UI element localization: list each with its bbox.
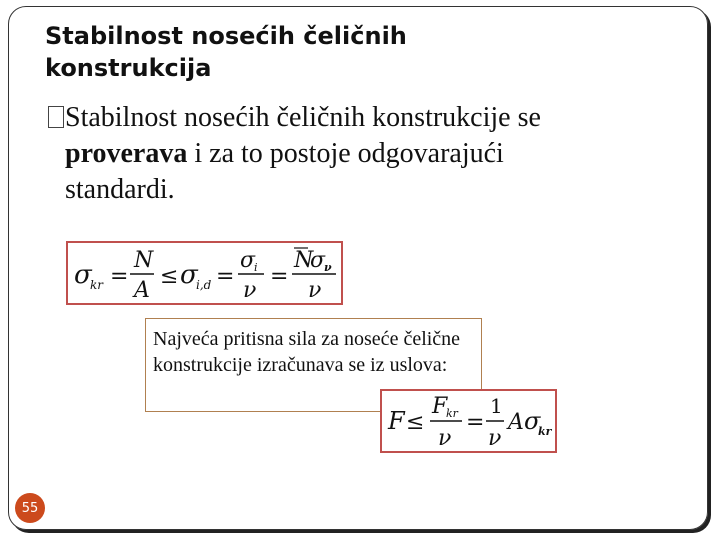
note-box: Najveća pritisna sila za noseće čelične konstrukcije izračunava se iz uslova: xyxy=(145,318,482,412)
square-bullet-icon xyxy=(48,106,64,128)
equation-max-compressive-force xyxy=(380,389,557,453)
equation-critical-stress xyxy=(66,241,343,305)
eq1-nu-1: ν xyxy=(243,278,257,303)
eq1-N-bar: N xyxy=(294,248,314,273)
page-number-badge: 55 xyxy=(15,493,45,523)
title-line-1: Stabilnost nosećih čeličnih xyxy=(45,22,407,50)
svg-text:=: = xyxy=(466,410,485,435)
slide-title xyxy=(45,20,605,84)
eq1-i-subscript: i xyxy=(254,261,258,274)
svg-text:≤: ≤ xyxy=(160,264,179,289)
svg-text:=: = xyxy=(216,264,235,289)
eq2-nu-2: ν xyxy=(488,426,502,451)
eq1-nu-2: ν xyxy=(308,278,322,303)
svg-text:≤: ≤ xyxy=(406,410,425,435)
eq2-one: 1 xyxy=(490,394,503,418)
svg-text:=: = xyxy=(110,264,129,289)
title-line-2: konstrukcija xyxy=(45,54,212,82)
eq2-kr-subscript-2: kr xyxy=(538,425,552,438)
eq1-sigma-id: σ xyxy=(180,260,198,290)
eq2-sigma: σ xyxy=(524,407,541,435)
eq1-sigma-kr: σ xyxy=(74,260,92,290)
bullet-text-part3: standardi. xyxy=(65,174,175,205)
bullet-bold-word: proverava xyxy=(65,138,188,169)
svg-text:=: = xyxy=(270,264,289,289)
bullet-text-part2: i za to postoje odgovarajući xyxy=(187,138,504,169)
bullet-text-part1: Stabilnost nosećih čeličnih konstrukcije se xyxy=(65,102,541,133)
eq1-sigma-i: σ xyxy=(240,248,256,273)
eq1-nu-subscript: ν xyxy=(324,261,332,274)
eq1-kr-subscript: kr xyxy=(90,278,104,292)
eq1-denominator-A: A xyxy=(134,278,150,303)
bullet-text xyxy=(48,100,648,208)
eq2-F: F xyxy=(388,407,405,435)
eq2-nu-1: ν xyxy=(438,426,452,451)
eq2-A: A xyxy=(508,410,524,435)
eq2-kr-subscript: kr xyxy=(446,407,458,420)
eq2-F-kr: F xyxy=(432,394,448,419)
eq1-sigma-nu: σ xyxy=(310,248,326,273)
eq1-numerator-N: N xyxy=(134,248,154,273)
eq1-id-subscript: i,d xyxy=(196,278,212,292)
bullet-point xyxy=(48,100,648,208)
